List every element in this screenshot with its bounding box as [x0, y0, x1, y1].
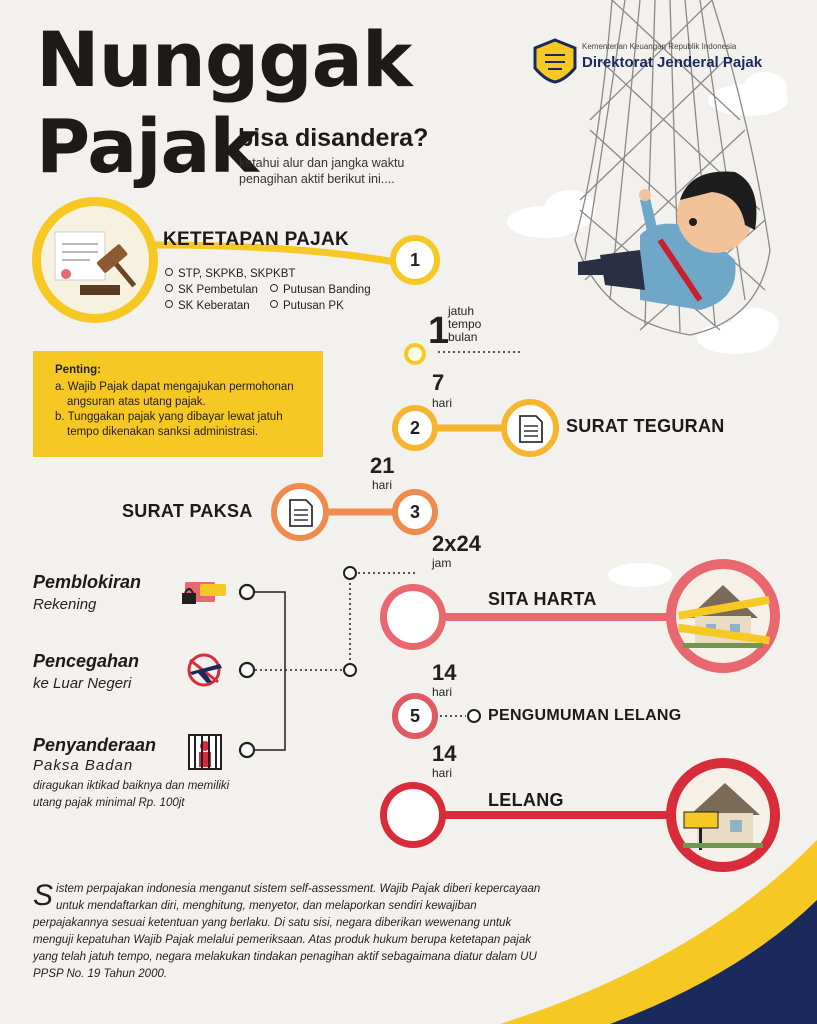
duration-6-unit: hari	[432, 766, 453, 780]
step-1-number: 1	[409, 250, 420, 270]
duration-5-unit: hari	[432, 685, 453, 699]
step-4-title: SITA HARTA	[488, 589, 597, 609]
kemenkeu-emblem-icon	[535, 40, 575, 82]
paragraph-dropcap: S	[33, 879, 54, 912]
step-3-title: SURAT PAKSA	[122, 501, 253, 521]
step-6-number: 6	[406, 802, 420, 827]
jail-icon	[189, 735, 221, 769]
penting-heading: Penting:	[55, 364, 101, 376]
step-5-title: PENGUMUMAN LELANG	[488, 707, 682, 724]
penting-point-b: b. Tunggakan pajak yang dibayar lewat jatuh tempo dikenakan sanksi administrasi.	[55, 411, 283, 438]
duration-3-value: 21	[370, 453, 395, 478]
document-icon	[520, 416, 542, 442]
step-6-title: LELANG	[488, 790, 564, 810]
measure-3-note: diragukan iktikad baiknya dan memiliki utang pajak minimal Rp. 100jt	[33, 780, 230, 809]
step-2-number: 2	[409, 418, 420, 438]
clouds-decoration	[507, 72, 788, 587]
step-5-number: 5	[409, 706, 420, 726]
penting-note-box	[33, 351, 323, 457]
title-question: bisa disandera?	[238, 124, 429, 152]
logo-directorate: Direktorat Jenderal Pajak	[582, 54, 763, 71]
measure-3-title: Penyanderaan	[33, 735, 157, 755]
measure-2-subtitle: ke Luar Negeri	[33, 675, 132, 692]
duration-2-unit: hari	[432, 396, 453, 410]
title-line-2: Pajak	[36, 104, 258, 190]
no-flight-icon	[189, 655, 222, 685]
duration-2-value: 7	[432, 370, 445, 395]
ketetapan-item-2: SK Pembetulan	[165, 282, 258, 298]
duration-4-unit: jam	[432, 556, 452, 570]
step-2-title: SURAT TEGURAN	[566, 416, 725, 436]
paragraph-text: istem perpajakan indonesia menganut sistem self-assessment. Wajib Pajak diberi kepercayaan untuk mendaftarkan diri, menghitung, menyetor, dan melaporkan sendiri kewajiban perpajakannya sesuai ketentuan yang berlaku. Di satu sisi, negara diberikan wewenang untuk menguji kepatuhan Wajib Pajak melalui pemeriksaan. Atas produk hukum berupa ketetapan pajak yang telah jatuh tempo, negara melakukan tindakan penagihan aktif sebagaimana diatur dalam UU PPSP No. 19 Tahun 2000.	[33, 883, 541, 980]
ketetapan-item-4: SK Keberatan	[165, 298, 250, 314]
explanation-paragraph	[33, 881, 553, 983]
measure-1-subtitle: Rekening	[33, 596, 97, 613]
ketetapan-item-1: STP, SKPKB, SKPKBT	[165, 266, 295, 282]
step-1-title: KETETAPAN PAJAK	[163, 229, 350, 250]
duration-1-value: 1	[428, 310, 450, 352]
ketetapan-item-3: Putusan Banding	[270, 282, 371, 298]
measure-2-title: Pencegahan	[33, 651, 140, 671]
measure-3-subtitle: Paksa Badan	[33, 757, 134, 774]
duration-6-value: 14	[432, 741, 457, 766]
duration-1-unit: jatuh tempo bulan	[448, 304, 482, 344]
measure-1-title: Pemblokiran	[33, 572, 142, 592]
logo-ministry: Kementerian Keuangan Republik Indonesia	[582, 42, 737, 51]
duration-4-value: 2x24	[432, 531, 481, 556]
step-4-number: 4	[406, 604, 420, 629]
penting-point-a: a. Wajib Pajak dapat mengajukan permohonan angsuran atas utang pajak.	[55, 381, 294, 408]
duration-5-value: 14	[432, 660, 457, 685]
title-subtitle: ketahui alur dan jangka waktu penagihan aktif berikut ini....	[239, 156, 405, 186]
duration-3-unit: hari	[372, 478, 393, 492]
card-lock-icon	[182, 582, 226, 604]
step-3-number: 3	[409, 502, 420, 522]
title-line-1: Nunggak	[36, 15, 412, 104]
ketetapan-item-5: Putusan PK	[270, 298, 344, 314]
document-icon	[290, 500, 312, 526]
